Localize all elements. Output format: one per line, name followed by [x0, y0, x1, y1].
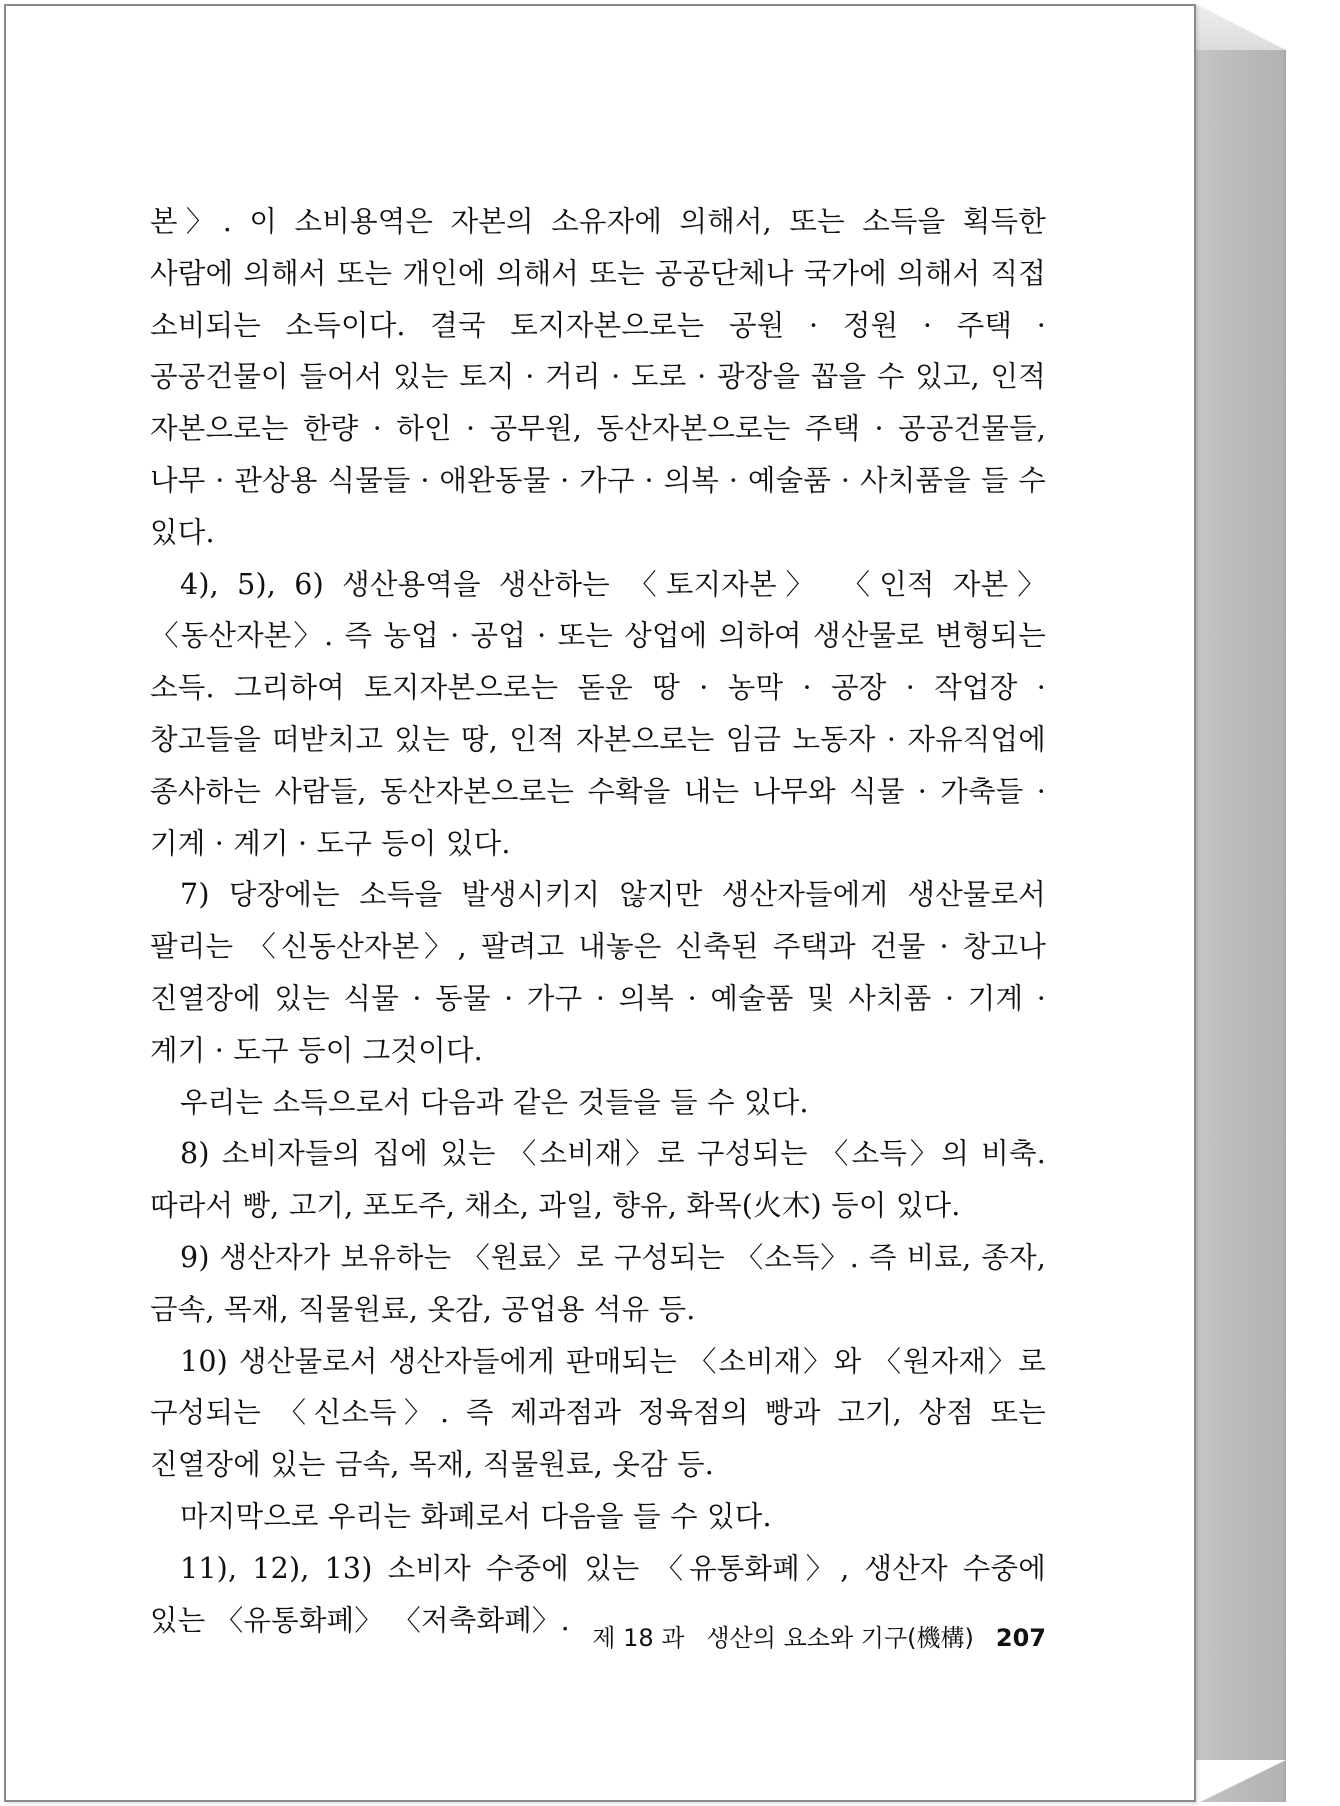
footer-chapter-title: 생산의 요소와 기구(機構): [706, 1624, 974, 1652]
footer-chapter: 제 18 과: [592, 1624, 685, 1652]
page-stack-top-edge: [1196, 4, 1286, 50]
paragraph-4-5-6: 4), 5), 6) 생산용역을 생산하는 〈토지자본〉 〈인적 자본〉 〈동산자본〉. 즉 농업 · 공업 · 또는 상업에 의하여 생산물로 변형되는 소득. 그리하여 토지자본으로는 돋운 땅 · 농막 · 공장 · 작업장 · 창고들을 떠받치고 있는 땅, 인적 자본으로는 임금 노동자 · 자유직업에 종사하는 사람들, 동산자본으로는 수확을 내는 나무와 식물 · 가축들 · 기계 · 계기 · 도구 등이 있다.: [150, 567, 1046, 860]
page-stack-side-edge: [1196, 50, 1286, 1802]
footer-page-number: 207: [995, 1624, 1046, 1652]
paragraph-income-intro: 우리는 소득으로서 다음과 같은 것들을 들 수 있다.: [180, 1085, 809, 1119]
paragraph-7: 7) 당장에는 소득을 발생시키지 않지만 생산자들에게 생산물로서 팔리는 〈신동산자본〉, 팔려고 내놓은 신축된 주택과 건물 · 창고나 진열장에 있는 식물 · 동물 · 가구 · 의복 · 예술품 및 사치품 · 기계 · 계기 · 도구 등이 그것이다.: [150, 878, 1046, 1067]
running-footer: [560, 1618, 1046, 1653]
paragraph-11-12-13: 11), 12), 13) 소비자 수중에 있는 〈유통화폐〉, 생산자 수중에 있는 〈유통화폐〉 〈저축화폐〉.: [150, 1551, 1046, 1637]
paragraph-9: 9) 생산자가 보유하는 〈원료〉로 구성되는 〈소득〉. 즉 비료, 종자, 금속, 목재, 직물원료, 옷감, 공업용 석유 등.: [150, 1240, 1046, 1326]
paragraph-10: 10) 생산물로서 생산자들에게 판매되는 〈소비재〉와 〈원자재〉로 구성되는 〈신소득〉. 즉 제과점과 정육점의 빵과 고기, 상점 또는 진열장에 있는 금속, 목재, 직물원료, 옷감 등.: [150, 1344, 1046, 1482]
paragraph-8: 8) 소비자들의 집에 있는 〈소비재〉로 구성되는 〈소득〉의 비축. 따라서 빵, 고기, 포도주, 채소, 과일, 향유, 화목(火木) 등이 있다.: [150, 1137, 1046, 1223]
page-body-text: [150, 196, 1046, 1646]
paragraph-money-intro: 마지막으로 우리는 화폐로서 다음을 들 수 있다.: [180, 1499, 772, 1533]
paragraph-continuation: 본〉. 이 소비용역은 자본의 소유자에 의해서, 또는 소득을 획득한 사람에 의해서 또는 개인에 의해서 또는 공공단체나 국가에 의해서 직접 소비되는 소득이다. 결국 토지자본으로는 공원 · 정원 · 주택 · 공공건물이 들어서 있는 토지 · 거리 · 도로 · 광장을 꼽을 수 있고, 인적 자본으로는 한량 · 하인 · 공무원, 동산자본으로는 주택 · 공공건물들, 나무 · 관상용 식물들 · 애완동물 · 가구 · 의복 · 예술품 · 사치품을 들 수 있다.: [150, 205, 1046, 549]
